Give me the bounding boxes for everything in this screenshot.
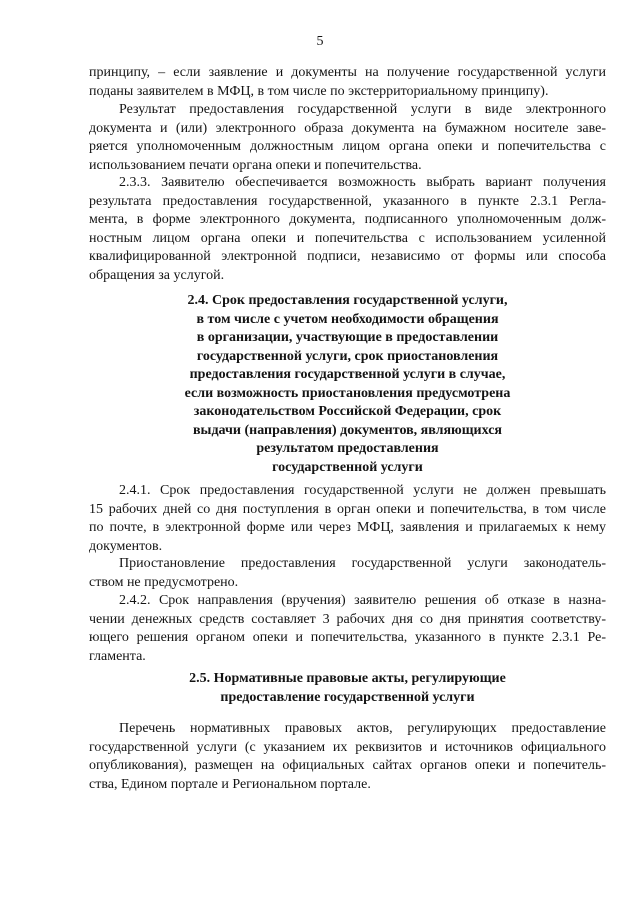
text-line: опубликования), размещен на официальных сайтах органов опеки и попечитель- [89, 758, 606, 773]
text-line: 2.4.1. Срок предоставления государственной услуги не должен превышать [119, 483, 606, 498]
paragraph-suspension [89, 555, 606, 592]
heading-line: в организации, участвующие в предоставлении [196, 330, 499, 345]
text-line: документа и (или) электронного образа документа на бумажном носителе заве- [89, 120, 606, 136]
text-line: ряется уполномоченным должностным лицом органа опеки и попечительства с [89, 139, 606, 154]
section-heading-2-5 [89, 670, 606, 707]
paragraph-clause-2-3-3 [89, 174, 606, 285]
text-line: квалифицированной электронной подписи, независимо от формы или способа [89, 249, 606, 264]
paragraph-legal-acts [89, 720, 606, 794]
paragraph-clause-2-4-1 [89, 482, 606, 556]
heading-line: предоставления государственной услуги в случае, [189, 367, 506, 382]
text-line: 2.3.3. Заявителю обеспечивается возможность выбрать вариант получения [119, 175, 606, 190]
text-line: ством не предусмотрено. [89, 574, 239, 590]
text-line: чении денежных средств составляет 3 рабочих дня со дня принятия соответству- [89, 611, 606, 627]
paragraph-continuation [89, 64, 606, 101]
page-number: 5 [316, 34, 324, 49]
text-line: ностным лицом органа опеки и попечительства с использованием усиленной [89, 230, 606, 246]
heading-line: выдачи (направления) документов, являющихся [192, 422, 503, 438]
text-line: поданы заявителем в МФЦ, в том числе по экстерриториальному принципу). [89, 83, 549, 99]
heading-line: государственной услуги [272, 459, 423, 475]
text-line: результата предоставления государственной, указанного в пункте 2.3.1 Регла- [89, 193, 606, 209]
heading-line: результатом предоставления [256, 441, 439, 456]
text-line: Приостановление предоставления государственной услуги законодатель- [119, 556, 606, 571]
text-line: использованием печати органа опеки и попечительства. [89, 157, 422, 173]
heading-line: если возможность приостановления предусмотрена [184, 385, 511, 401]
heading-line: государственной услуги, срок приостановления [196, 348, 499, 364]
text-line: принципу, – если заявление и документы на получение государственной услуги [89, 65, 606, 80]
text-line: по почте, в электронной форме или через МФЦ, заявления и прилагаемых к нему [89, 520, 606, 535]
text-line: Результат предоставления государственной услуги в виде электронного [119, 102, 606, 117]
text-line: Перечень нормативных правовых актов, регулирующих предоставление [119, 721, 606, 736]
heading-line: предоставление государственной услуги [220, 689, 475, 705]
section-heading-2-4 [89, 292, 606, 477]
paragraph-clause-2-4-2 [89, 592, 606, 666]
text-line: государственной услуги (с указанием их реквизитов и источников официального [89, 739, 606, 755]
text-line: обращения за услугой. [89, 267, 225, 283]
heading-line: 2.5. Нормативные правовые акты, регулирующие [189, 671, 506, 686]
text-line: гламента. [89, 648, 146, 664]
paragraph-result-signing [89, 101, 606, 175]
heading-line: 2.4. Срок предоставления государственной услуги, [187, 293, 508, 308]
text-line: ства, Едином портале и Региональном портале. [89, 776, 371, 792]
text-line: 2.4.2. Срок направления (вручения) заявителю решения об отказе в назна- [119, 593, 606, 608]
heading-line: в том числе с учетом необходимости обращения [196, 311, 499, 327]
text-line: мента, в форме электронного документа, подписанного уполномоченным долж- [89, 212, 606, 227]
heading-line: законодательством Российской Федерации, срок [193, 404, 502, 419]
text-line: документов. [89, 538, 163, 554]
text-line: 15 рабочих дней со дня поступления в орган опеки и попечительства, в том числе [89, 501, 606, 517]
text-line: ющего решения органом опеки и попечительства, указанного в пункте 2.3.1 Ре- [89, 630, 606, 645]
